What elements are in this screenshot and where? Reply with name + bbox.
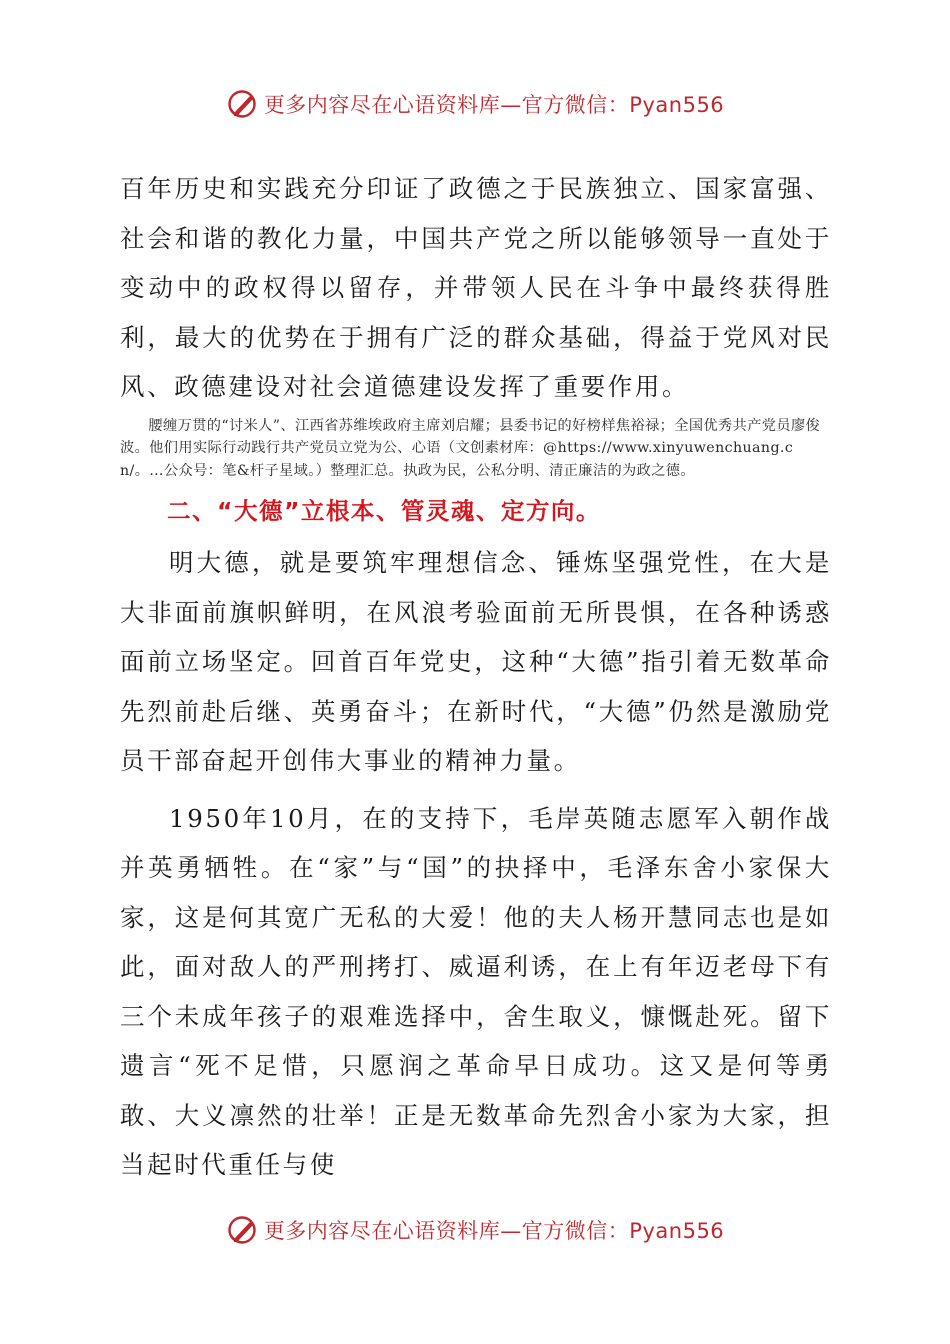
watermark-text: 更多内容尽在心语资料库—官方微信：Pyan556: [263, 93, 725, 117]
pen-scroll-logo-icon: [226, 87, 260, 121]
body-paragraph: 明大德，就是要筑牢理想信念、锤炼坚强党性，在大是大非面前旗帜鲜明，在风浪考验面前无所畏惧，在各种诱惑面前立场坚定。回首百年党史，这种“大德”指引着无数革命先烈前赴后继、英勇奋斗；在新时代，“大德”仍然是激励党员干部奋起开创伟大事业的精神力量。: [120, 548, 832, 775]
source-note: 腰缠万贯的“讨米人”、江西省苏维埃政府主席刘启耀；县委书记的好榜样焦裕禄；全国优秀共产党员廖俊波。他们用实际行动践行共产党员立党为公、心语（文创素材库：@https://www.xinyuwenchuang.cn/。…公众号：笔&杆子星域。）整理汇总。执政为民，公私分明、清正廉洁的为政之德。: [120, 417, 821, 479]
watermark-banner-bottom: [0, 1210, 950, 1250]
watermark-banner-top: [0, 84, 950, 124]
section-heading: 二、“大德”立根本、管灵魂、定方向。: [167, 497, 601, 525]
body-paragraph: 1950年10月，在的支持下，毛岸英随志愿军入朝作战并英勇牺牲。在“家”与“国”的抉择中，毛泽东舍小家保大家，这是何其宽广无私的大爱！他的夫人杨开慧同志也是如此，面对敌人的严刑拷打、威逼利诱，在上有年迈老母下有三个未成年孩子的艰难选择中，舍生取义，慷慨赴死。留下遗言“死不足惜，只愿润之革命早日成功。这又是何等勇敢、大义凛然的壮举！正是无数革命先烈舍小家为大家，担当起时代重任与使: [120, 803, 832, 1179]
watermark-text: 更多内容尽在心语资料库—官方微信：Pyan556: [263, 1219, 725, 1243]
document-body: [120, 164, 832, 1190]
pen-scroll-logo-icon: [226, 1213, 260, 1247]
body-paragraph: 百年历史和实践充分印证了政德之于民族独立、国家富强、社会和谐的教化力量，中国共产党之所以能够领导一直处于变动中的政权得以留存，并带领人民在斗争中最终获得胜利，最大的优势在于拥有广泛的群众基础，得益于党风对民风、政德建设对社会道德建设发挥了重要作用。: [120, 174, 832, 401]
